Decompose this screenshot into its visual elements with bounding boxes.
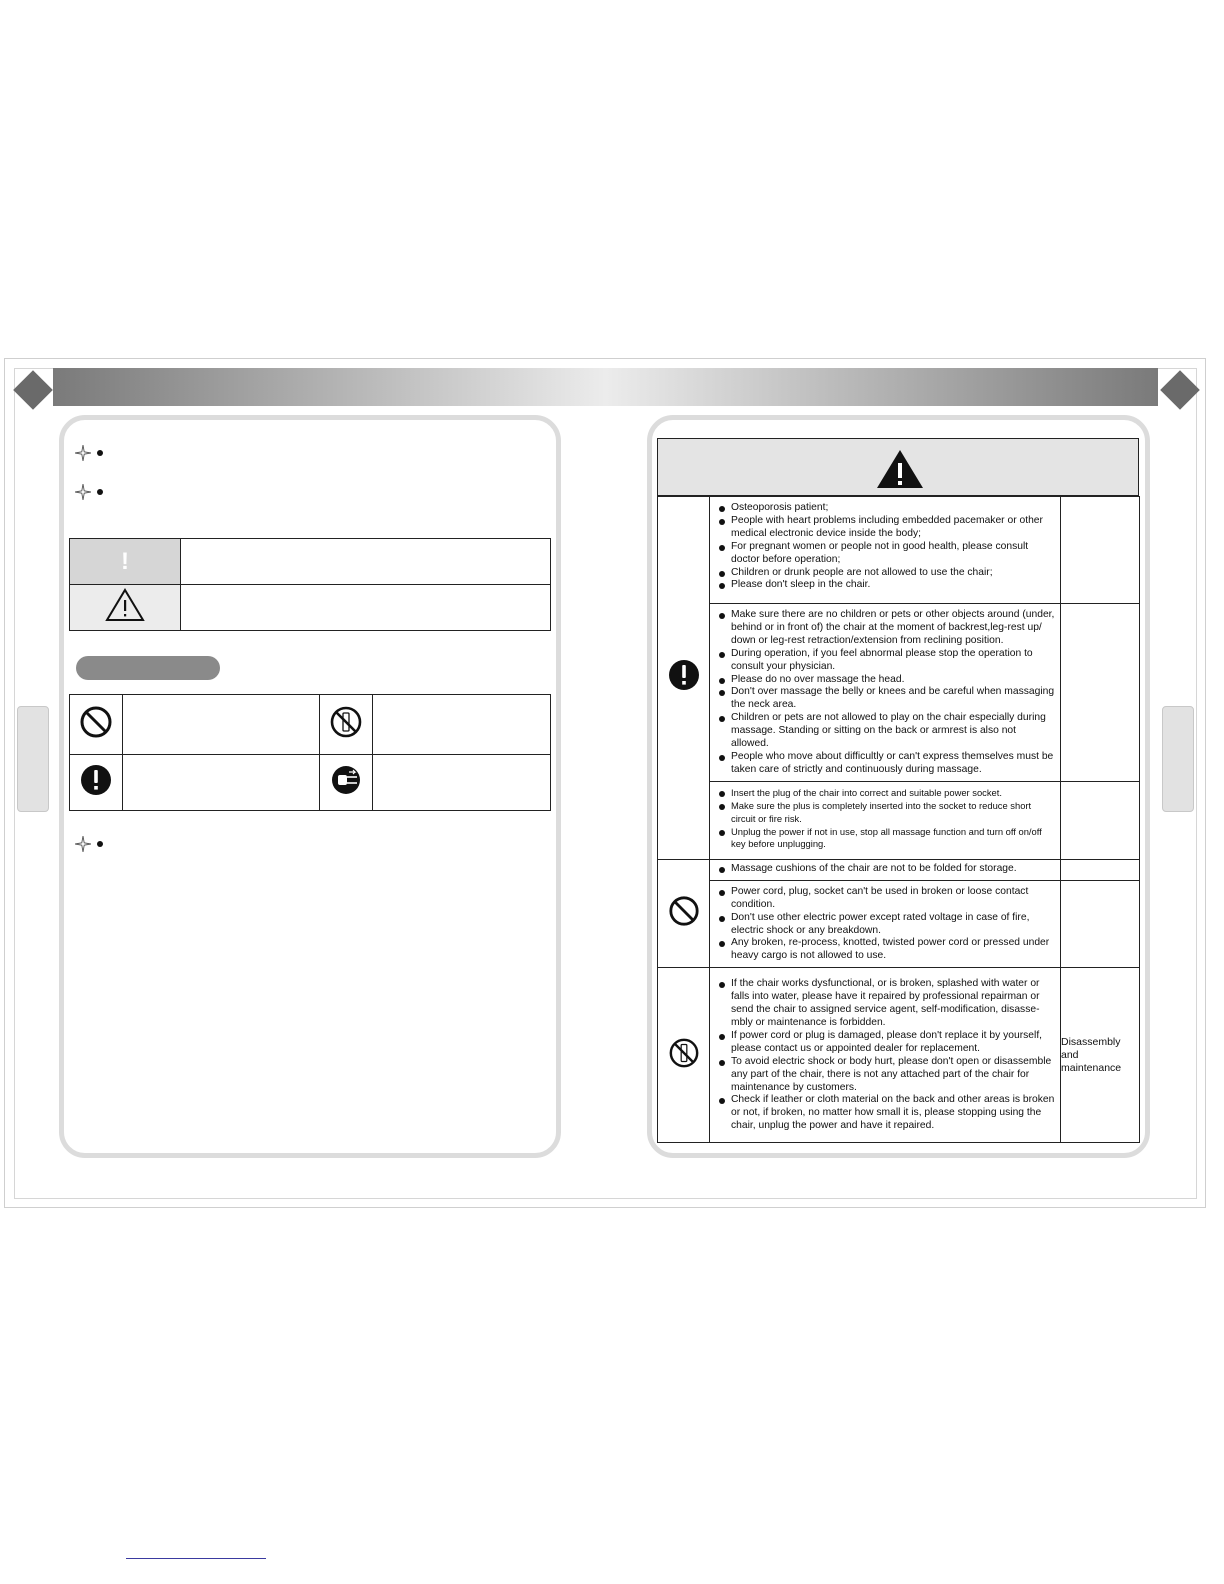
precaution-item: Children or drunk people are not allowed to use the chair; bbox=[713, 567, 1056, 580]
mandatory-icon bbox=[80, 764, 112, 796]
precaution-item: Massage cushions of the chair are not to be folded for storage. bbox=[713, 863, 1056, 876]
precaution-item: Please don't sleep in the chair. bbox=[713, 579, 1056, 592]
precaution-table bbox=[657, 496, 1140, 1143]
section-pill bbox=[76, 656, 220, 680]
left-side-tab bbox=[17, 706, 49, 812]
warning-triangle-icon bbox=[105, 588, 145, 622]
right-side-tab bbox=[1162, 706, 1194, 812]
precaution-item: If power cord or plug is damaged, please don't replace it by yourself, please contact us or appointed dealer for replacement. bbox=[713, 1030, 1056, 1056]
precaution-item: People who move about difficultly or can't express themselves must be taken care of strictly and continuously during massage. bbox=[713, 751, 1056, 777]
prohibited-icon bbox=[79, 705, 113, 739]
warning-triangle-icon bbox=[876, 449, 924, 489]
precaution-row bbox=[658, 781, 1140, 859]
row-label bbox=[1061, 497, 1140, 604]
signal-row bbox=[70, 585, 551, 631]
precaution-text-cell bbox=[710, 968, 1061, 1143]
precaution-text-cell bbox=[710, 859, 1061, 880]
unplug-icon bbox=[330, 764, 362, 796]
footer-link-underline[interactable] bbox=[126, 1558, 266, 1559]
precaution-item: Check if leather or cloth material on the back and other areas is broken or not, if broken, no matter how small it is, please stopping using the chair, unplug the power and have it repaired. bbox=[713, 1094, 1056, 1133]
precaution-item: If the chair works dysfunctional, or is broken, splashed with water or falls into water, please have it repaired by professional repairman or send the chair to assigned service agent, self-modification, disasse- mbly or maintenance is forbidden. bbox=[713, 978, 1056, 1030]
signal-icon-cell bbox=[70, 539, 181, 585]
bullet-dot bbox=[97, 489, 103, 495]
signal-icon-cell bbox=[70, 585, 181, 631]
row-label-disassembly: Disassembly and maintenance bbox=[1061, 968, 1140, 1143]
precaution-row bbox=[658, 859, 1140, 880]
do-not-disassemble-icon bbox=[329, 705, 363, 739]
precaution-row bbox=[658, 604, 1140, 782]
sparkle-icon bbox=[75, 836, 91, 852]
prohibited-icon bbox=[668, 895, 700, 927]
precaution-item: To avoid electric shock or body hurt, please don't open or disassemble any part of the chair, there is not any attached part of the chair for maintenance by customers. bbox=[713, 1056, 1056, 1095]
symbol-icon-cell bbox=[320, 755, 373, 811]
symbol-text-cell bbox=[123, 695, 320, 755]
precaution-item: Unplug the power if not in use, stop all massage function and turn off on/off key before unplugging. bbox=[713, 826, 1056, 852]
group-icon-cell bbox=[658, 859, 710, 967]
precaution-text-cell bbox=[710, 497, 1061, 604]
signal-text-cell bbox=[181, 585, 551, 631]
precaution-text-cell bbox=[710, 781, 1061, 859]
precaution-row bbox=[658, 880, 1140, 967]
symbol-text-cell bbox=[373, 755, 551, 811]
signal-text-cell bbox=[181, 539, 551, 585]
precaution-item: Make sure the plus is completely inserted into the socket to reduce short circuit or fire risk. bbox=[713, 800, 1056, 826]
precaution-text-cell bbox=[710, 880, 1061, 967]
symbol-row bbox=[70, 755, 551, 811]
bullet-dot bbox=[97, 841, 103, 847]
precaution-item: Don't use other electric power except rated voltage in case of fire, electric shock or any breakdown. bbox=[713, 912, 1056, 938]
precaution-item: Please do no over massage the head. bbox=[713, 674, 1056, 687]
header-bar bbox=[53, 368, 1158, 406]
precaution-item: Any broken, re-process, knotted, twisted power cord or pressed under heavy cargo is not allowed to use. bbox=[713, 937, 1056, 963]
symbol-text-cell bbox=[373, 695, 551, 755]
precaution-item: Don't over massage the belly or knees and be careful when massaging the neck area. bbox=[713, 686, 1056, 712]
precaution-item: Insert the plug of the chair into correct and suitable power socket. bbox=[713, 787, 1056, 800]
precaution-item: Children or pets are not allowed to play on the chair especially during massage. Standing or sitting on the back or armrest is also not allowed. bbox=[713, 712, 1056, 751]
symbol-table bbox=[69, 694, 551, 811]
precaution-item: Power cord, plug, socket can't be used in broken or loose contact condition. bbox=[713, 886, 1056, 912]
bullet-dot bbox=[97, 450, 103, 456]
row-label bbox=[1061, 781, 1140, 859]
precaution-item: People with heart problems including embedded pacemaker or other medical electronic device inside the body; bbox=[713, 515, 1056, 541]
group-icon-cell bbox=[658, 968, 710, 1143]
exclamation-icon: ! bbox=[121, 547, 129, 575]
precaution-row bbox=[658, 497, 1140, 604]
row-label bbox=[1061, 880, 1140, 967]
precaution-text-cell bbox=[710, 604, 1061, 782]
signal-row bbox=[70, 539, 551, 585]
precaution-item: During operation, if you feel abnormal please stop the operation to consult your physician. bbox=[713, 648, 1056, 674]
do-not-disassemble-icon bbox=[668, 1037, 700, 1069]
symbol-row bbox=[70, 695, 551, 755]
precaution-item: Osteoporosis patient; bbox=[713, 502, 1056, 515]
sparkle-icon bbox=[75, 484, 91, 500]
precaution-item: Make sure there are no children or pets or other objects around (under, behind or in front of) the chair at the moment of backrest,leg-rest up/ down or leg-rest retraction/extension from reclining position. bbox=[713, 609, 1056, 648]
row-label bbox=[1061, 859, 1140, 880]
group-icon-cell bbox=[658, 497, 710, 860]
precaution-row bbox=[658, 968, 1140, 1143]
row-label bbox=[1061, 604, 1140, 782]
signal-word-table bbox=[69, 538, 551, 631]
symbol-icon-cell bbox=[70, 755, 123, 811]
mandatory-icon bbox=[668, 659, 700, 691]
warning-header bbox=[657, 438, 1139, 496]
sparkle-icon bbox=[75, 445, 91, 461]
symbol-text-cell bbox=[123, 755, 320, 811]
symbol-icon-cell bbox=[70, 695, 123, 755]
symbol-icon-cell bbox=[320, 695, 373, 755]
precaution-item: For pregnant women or people not in good health, please consult doctor before operation; bbox=[713, 541, 1056, 567]
